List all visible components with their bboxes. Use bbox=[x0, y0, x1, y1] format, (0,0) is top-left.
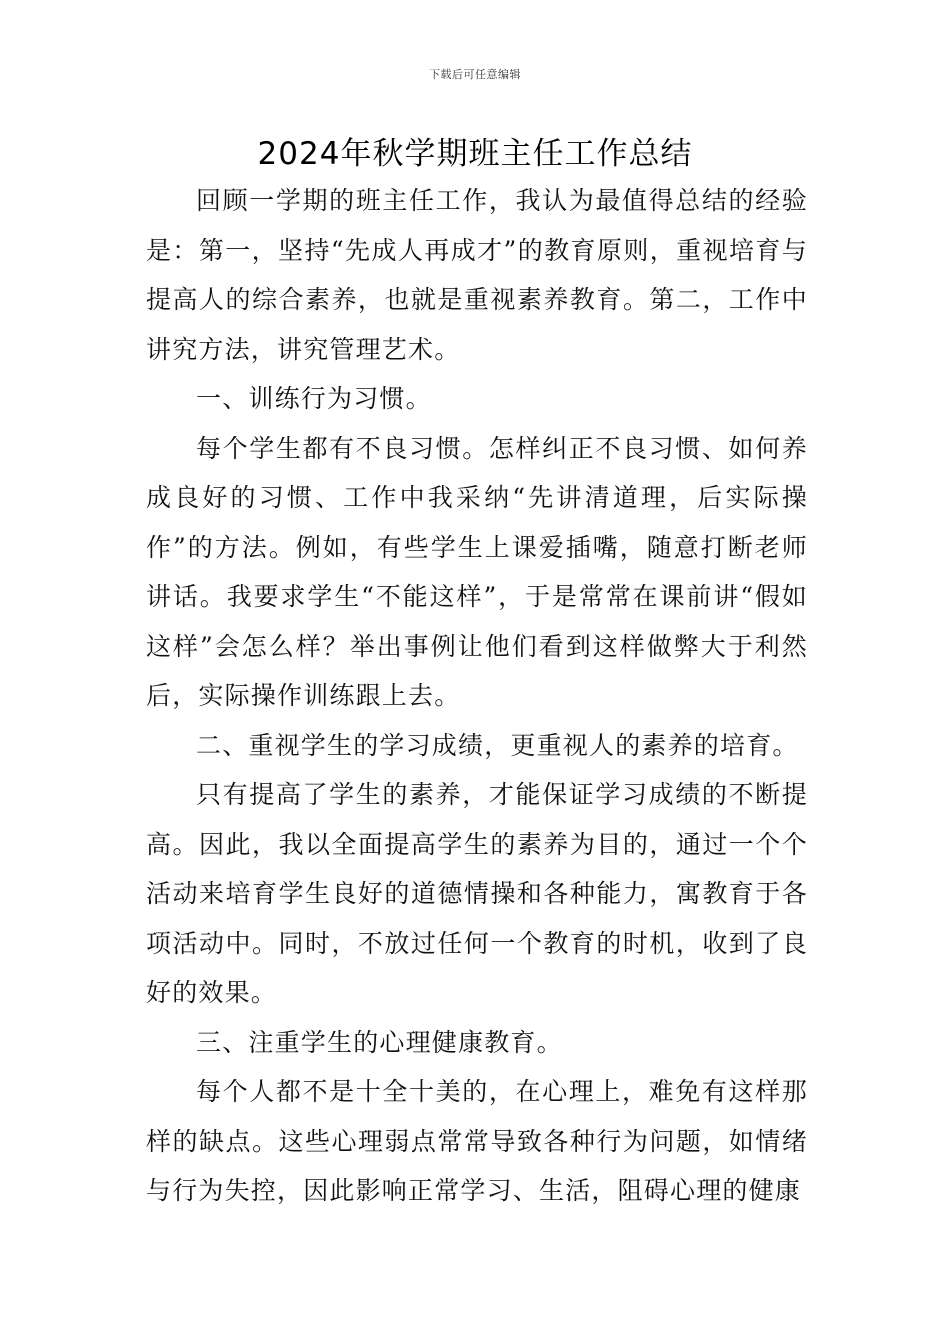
section-heading-1: 一、训练行为习惯。 bbox=[196, 384, 432, 413]
document-body bbox=[146, 176, 808, 1216]
paragraph-section-1: 每个学生都有不良习惯。怎样纠正不良习惯、如何养成良好的习惯、工作中我采纳“先讲清道理，后实际操作”的方法。例如，有些学生上课爱插嘴，随意打断老师讲话。我要求学生“不能这样”，于是常常在课前讲“假如这样”会怎么样？举出事例让他们看到这样做弊大于利然后，实际操作训练跟上去。 bbox=[146, 433, 808, 710]
document-title: 2024年秋学期班主任工作总结 bbox=[257, 136, 693, 172]
header-note: 下载后可任意编辑 bbox=[429, 68, 521, 81]
paragraph-section-3: 每个人都不是十全十美的，在心理上，难免有这样那样的缺点。这些心理弱点常常导致各种行为问题，如情绪与行为失控，因此影响正常学习、生活，阻碍心理的健康 bbox=[146, 1077, 808, 1205]
paragraph-intro: 回顾一学期的班主任工作，我认为最值得总结的经验是：第一，坚持“先成人再成才”的教育原则，重视培育与提高人的综合素养，也就是重视素养教育。第二，工作中讲究方法，讲究管理艺术。 bbox=[146, 186, 808, 364]
paragraph-section-2: 只有提高了学生的素养，才能保证学习成绩的不断提高。因此，我以全面提高学生的素养为目的，通过一个个活动来培育学生良好的道德情操和各种能力，寓教育于各项活动中。同时，不放过任何一个教育的时机，收到了良好的效果。 bbox=[146, 780, 808, 1007]
section-heading-3: 三、注重学生的心理健康教育。 bbox=[196, 1027, 563, 1057]
section-heading-2: 二、重视学生的学习成绩，更重视人的素养的培育。 bbox=[196, 730, 799, 760]
